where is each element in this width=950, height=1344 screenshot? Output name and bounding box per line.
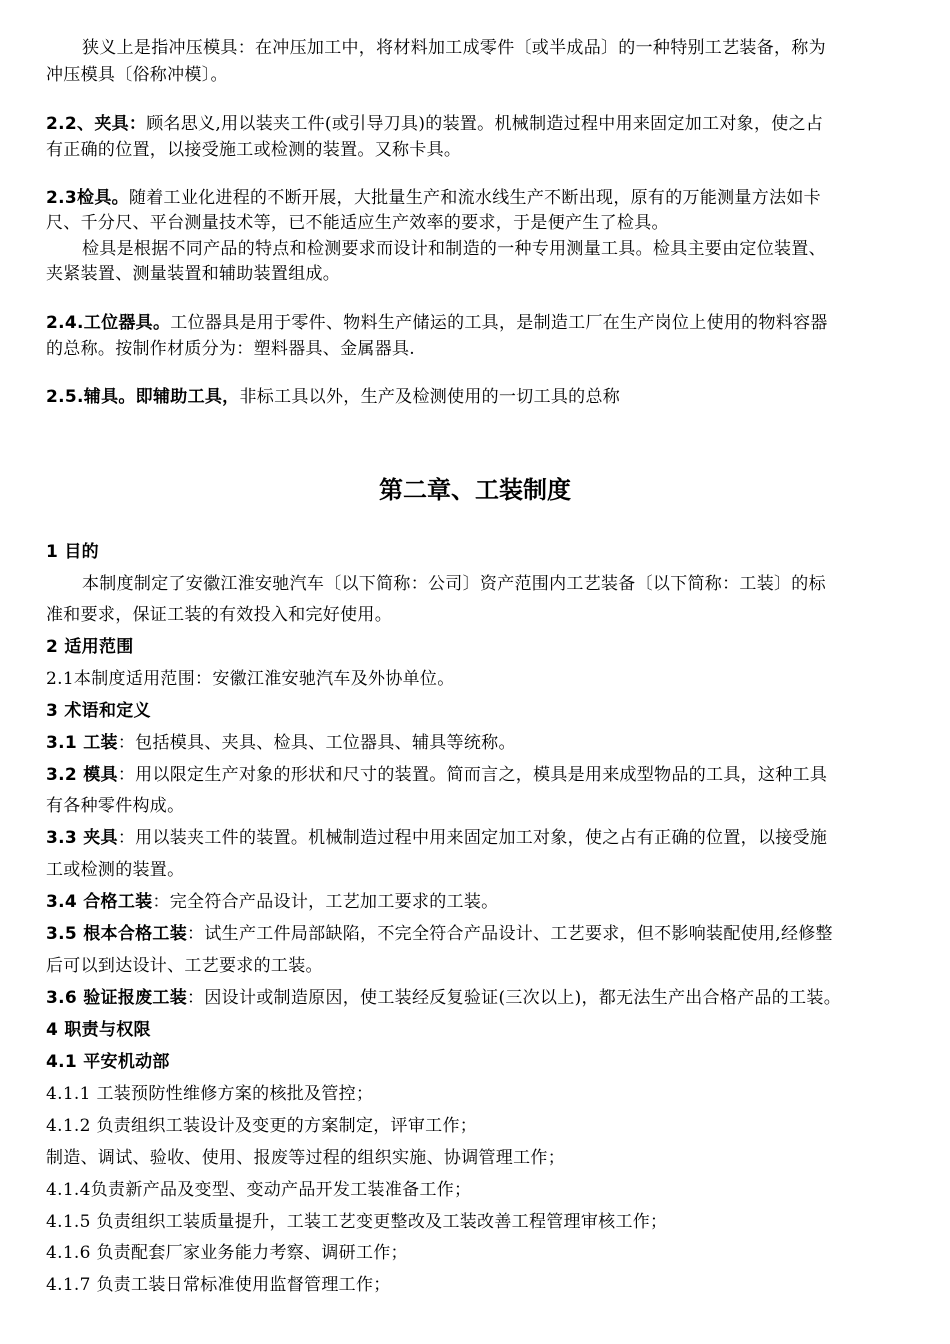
list-item: 4.1.6 负责配套厂家业务能力考察、调研工作；	[46, 1243, 408, 1263]
paragraph-line: 2.1本制度适用范围：安徽江淮安驰汽车及外协单位。	[46, 669, 455, 689]
paragraph-line: 有正确的位置，以接受施工或检测的装置。又称卡具。	[46, 140, 462, 160]
paragraph-line: 夹紧装置、测量装置和辅助装置组成。	[46, 264, 341, 284]
term-text: ：试生产工件局部缺陷，不完全符合产品设计、工艺要求，但不影响装配使用,经修整	[187, 924, 833, 944]
section-2-5	[46, 385, 916, 409]
section-heading: 2.4.工位器具。	[46, 313, 171, 333]
paragraph-line: 冲压模具〔俗称冲模〕。	[46, 65, 228, 85]
paragraph-line: 本制度制定了安徽江淮安驰汽车〔以下简称：公司〕资产范围内工艺装备〔以下简称：工装〕的标	[82, 574, 826, 594]
term-3-5	[46, 922, 916, 946]
paragraph-line: 有各种零件构成。	[46, 796, 185, 816]
term-3-6	[46, 986, 916, 1010]
term-heading: 3.5 根本合格工装	[46, 924, 188, 944]
section-heading: 2.5.辅具。即辅助工具，	[46, 387, 240, 407]
paragraph-text: 顾名思义,用以装夹工件(或引导刀具)的装置。机械制造过程中用来固定加工对象，使之占	[146, 114, 824, 134]
term-text: ：包括模具、夹具、检具、工位器具、辅具等统称。	[117, 733, 516, 753]
list-item: 4.1.4负责新产品及变型、变动产品开发工装准备工作；	[46, 1180, 472, 1200]
section-heading: 2 适用范围	[46, 637, 134, 657]
term-text: ：用以限定生产对象的形状和尺寸的装置。简而言之，模具是用来成型物品的工具，这种工具	[117, 765, 828, 785]
paragraph-text: 非标工具以外，生产及检测使用的一切工具的总称	[239, 387, 621, 407]
list-item: 4.1.1 工装预防性维修方案的核批及管控；	[46, 1084, 374, 1104]
section-2-2	[46, 112, 916, 136]
section-heading: 2.3检具。	[46, 188, 129, 208]
term-3-3	[46, 826, 916, 850]
paragraph-line: 后可以到达设计、工艺要求的工装。	[46, 956, 323, 976]
term-heading: 3.6 验证报废工装	[46, 988, 188, 1008]
section-2-3	[46, 186, 916, 210]
term-3-4	[46, 890, 916, 914]
chapter-title: 第二章、工装制度	[379, 476, 571, 504]
term-text: ：完全符合产品设计，工艺加工要求的工装。	[152, 892, 499, 912]
paragraph-text: 工位器具是用于零件、物料生产储运的工具，是制造工厂在生产岗位上使用的物料容器	[170, 313, 828, 333]
term-heading: 3.4 合格工装	[46, 892, 153, 912]
term-3-1	[46, 731, 916, 755]
list-item: 制造、调试、验收、使用、报废等过程的组织实施、协调管理工作；	[46, 1148, 565, 1168]
section-2-4	[46, 311, 916, 335]
paragraph-line: 的总称。按制作材质分为：塑料器具、金属器具.	[46, 339, 416, 359]
term-text: ：用以装夹工件的装置。机械制造过程中用来固定加工对象，使之占有正确的位置，以接受施	[117, 828, 828, 848]
paragraph-line: 尺、千分尺、平台测量技术等，已不能适应生产效率的要求，于是便产生了检具。	[46, 213, 669, 233]
term-3-2	[46, 763, 916, 787]
list-item: 4.1.2 负责组织工装设计及变更的方案制定，评审工作；	[46, 1116, 478, 1136]
paragraph-line: 工或检测的装置。	[46, 860, 185, 880]
section-heading: 4 职责与权限	[46, 1020, 151, 1040]
term-heading: 3.2 模具	[46, 765, 118, 785]
list-item: 4.1.5 负责组织工装质量提升，工装工艺变更整改及工装改善工程管理审核工作；	[46, 1212, 668, 1232]
section-heading: 3 术语和定义	[46, 701, 151, 721]
term-heading: 3.1 工装	[46, 733, 118, 753]
paragraph-line: 狭义上是指冲压模具：在冲压加工中，将材料加工成零件〔或半成品〕的一种特别工艺装备，称为	[82, 38, 826, 58]
term-heading: 3.3 夹具	[46, 828, 118, 848]
term-text: ：因设计或制造原因，使工装经反复验证(三次以上)，都无法生产出合格产品的工装。	[187, 988, 842, 1008]
paragraph-line: 准和要求，保证工装的有效投入和完好使用。	[46, 605, 392, 625]
section-heading: 1 目的	[46, 542, 99, 562]
paragraph-line: 检具是根据不同产品的特点和检测要求而设计和制造的一种专用测量工具。检具主要由定位装置、	[82, 239, 826, 259]
section-heading: 2.2、夹具：	[46, 114, 147, 134]
list-item: 4.1.7 负责工装日常标准使用监督管理工作；	[46, 1275, 391, 1295]
paragraph-text: 随着工业化进程的不断开展，大批量生产和流水线生产不断出现，原有的万能测量方法如卡	[128, 188, 821, 208]
subsection-heading: 4.1 平安机动部	[46, 1052, 170, 1072]
